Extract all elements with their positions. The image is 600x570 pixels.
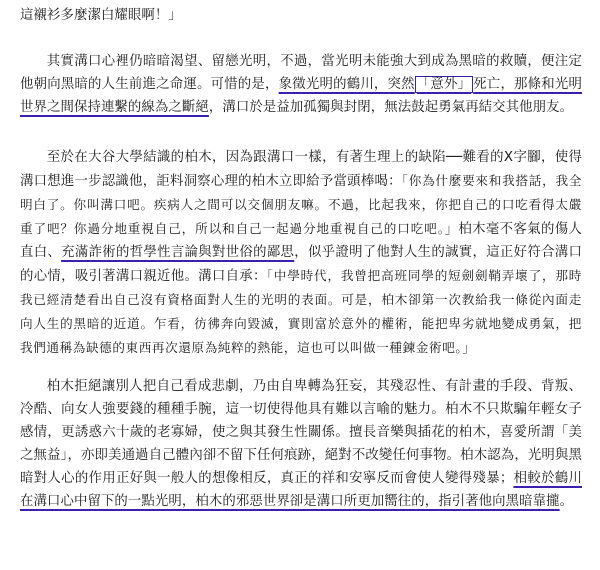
text-segment: 。 (559, 494, 574, 509)
highlight-underline: 死亡，那條和光明世界之間保持連繫的線為之斷絕 (20, 77, 582, 115)
highlight-underline: 充滿詐術的哲學性言論與對世俗的鄙思 (61, 245, 295, 260)
novel-quote: 「中學時代，我曾把高班同學的短劍劍鞘弄壞了，那時我已經清楚看出自己沒有資格面對人生的光明的表面。可是，柏木卻第一次教給我一條從內面走向人生的黑暗的近道。乍看，彷彿奔向毀滅，實則富於意外的權術，能把卑劣就地變成勇氣，把我們通稱為缺德的東西再次還原為純粹的熱能，這也可以叫做一種鍊金術吧。」 (20, 268, 582, 355)
highlight-box-accident: 「意外」 (416, 77, 472, 92)
text-segment: ，溝口於是益加孤獨與封閉，無法鼓起勇氣再結交其他朋友。 (208, 100, 574, 115)
text-segment: 柏木毫不客氣的傷人直白、 (20, 222, 582, 260)
novel-quote: 「你為什麼要來和我搭話，我全明白了。你叫溝口吧。疾病人之間可以交個朋友嘛。不過，比起我來，你把自己的口吃看得太嚴重了吧？你過分地重視自己，所以和自己一起過分地重視自己的口吃吧。」 (20, 173, 582, 236)
paragraph-tsurukawa (20, 50, 582, 119)
text-segment: ，似乎證明了他對人生的誠實，這正好符合溝口的心情，吸引著溝口親近他。溝口自承： (20, 245, 582, 284)
text-segment: 至於在大谷大學結識的柏木，因為跟溝口一樣，有著生理上的缺陷──難看的X字腳，使得溝口想進一步認識他，詎料洞察心理的柏木立即給予當頭棒喝： (20, 150, 582, 189)
text-segment: 柏木拒絕讓別人把自己看成悲劇，乃由自卑轉為狂妄，其殘忍性、有計畫的手段、背叛、冷酷、向女人強要錢的種種手腕，這一切使得他具有難以言喻的魅力。柏木不只欺騙年輕女子感情，更誘惑六十歲的老寡婦，使之與其發生性關係。擅長音樂與插花的柏木，喜愛所謂「美之無益」，亦即美通過自己體內卻不留下任何痕跡，絕對不改變任何事物。柏木認為，光明與黑暗對人心的作用正好與一般人的想像相反，真正的祥和安寧反而會使人變得殘暴； (20, 379, 582, 486)
paragraph-quote-ending (20, 4, 582, 27)
highlight-underline: 象徵光明的鶴川，突然 (278, 77, 415, 92)
paragraph-kashiwagi-darkness (20, 375, 582, 513)
paragraph-kashiwagi-intro (20, 146, 582, 360)
quote-ending-text: 這襯衫多麼潔白耀眼啊！」 (20, 8, 182, 23)
text-segment: 其實溝口心裡仍暗暗渴望、留戀光明，不過，當光明未能強大到成為黑暗的救贖，便注定他朝向黑暗的人生前進之命運。可惜的是， (20, 54, 582, 92)
highlight-underline: 相較於鶴川在溝口心中留下的一點光明，柏木的邪惡世界卻是溝口所更加嚮往的，指引著他向黑暗靠攏 (20, 471, 582, 509)
